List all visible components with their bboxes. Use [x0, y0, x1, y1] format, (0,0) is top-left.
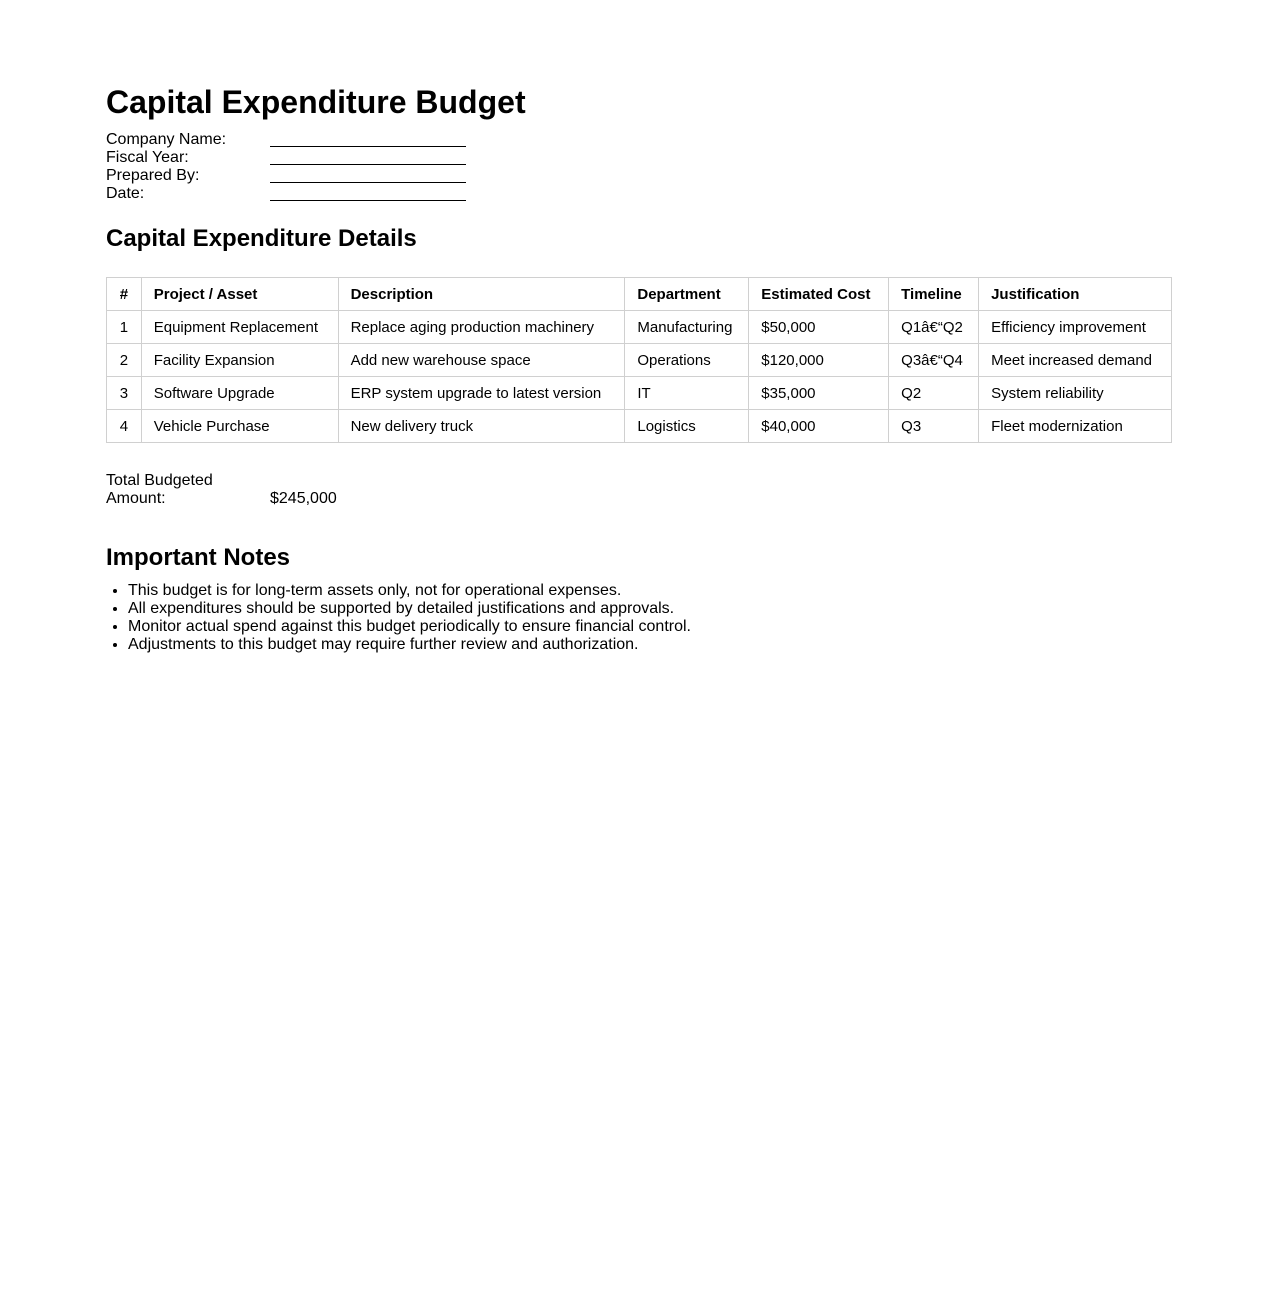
date-field[interactable] — [270, 185, 466, 201]
meta-row-date — [106, 185, 526, 203]
prepared-by-field[interactable] — [270, 167, 466, 183]
cell-estimated-cost: $120,000 — [749, 344, 889, 377]
header-description: Description — [338, 278, 625, 311]
cell-project: Equipment Replacement — [141, 311, 338, 344]
header-estimated-cost: Estimated Cost — [749, 278, 889, 311]
cell-justification: Fleet modernization — [979, 410, 1172, 443]
cell-justification: Efficiency improvement — [979, 311, 1172, 344]
cell-timeline: Q3 — [889, 410, 979, 443]
capex-table — [106, 277, 1172, 443]
company-name-field[interactable] — [270, 131, 466, 147]
cell-description: Add new warehouse space — [338, 344, 625, 377]
total-budget-label: Total Budgeted Amount: — [106, 472, 213, 507]
total-budget — [106, 472, 337, 508]
notes-list — [106, 582, 1028, 654]
cell-estimated-cost: $35,000 — [749, 377, 889, 410]
cell-department: Logistics — [625, 410, 749, 443]
total-budget-value: $245,000 — [270, 490, 337, 507]
cell-number: 3 — [107, 377, 142, 410]
cell-description: ERP system upgrade to latest version — [338, 377, 625, 410]
cell-number: 2 — [107, 344, 142, 377]
cell-estimated-cost: $40,000 — [749, 410, 889, 443]
cell-number: 4 — [107, 410, 142, 443]
table-row — [107, 344, 1172, 377]
header-project: Project / Asset — [141, 278, 338, 311]
cell-justification: Meet increased demand — [979, 344, 1172, 377]
cell-timeline: Q1â€“Q2 — [889, 311, 979, 344]
cell-timeline: Q2 — [889, 377, 979, 410]
meta-row-prepared-by — [106, 167, 526, 185]
date-label: Date: — [106, 185, 145, 202]
cell-description: Replace aging production machinery — [338, 311, 625, 344]
header-department: Department — [625, 278, 749, 311]
cell-project: Software Upgrade — [141, 377, 338, 410]
cell-project: Facility Expansion — [141, 344, 338, 377]
header-number: # — [107, 278, 142, 311]
details-section-title: Capital Expenditure Details — [106, 225, 417, 252]
meta-row-fiscal-year — [106, 149, 526, 167]
header-justification: Justification — [979, 278, 1172, 311]
page-title: Capital Expenditure Budget — [106, 84, 526, 120]
cell-timeline: Q3â€“Q4 — [889, 344, 979, 377]
cell-department: Manufacturing — [625, 311, 749, 344]
table-row — [107, 311, 1172, 344]
list-item: • Adjustments to this budget may require further review and authorization. — [128, 636, 1028, 654]
header-timeline: Timeline — [889, 278, 979, 311]
list-item: • This budget is for long-term assets only, not for operational expenses. — [128, 582, 1028, 600]
company-name-label: Company Name: — [106, 131, 227, 148]
fiscal-year-label: Fiscal Year: — [106, 149, 189, 166]
list-item: • Monitor actual spend against this budget periodically to ensure financial control. — [128, 618, 1028, 636]
cell-department: IT — [625, 377, 749, 410]
meta-row-company — [106, 131, 526, 149]
cell-description: New delivery truck — [338, 410, 625, 443]
meta-fields — [106, 131, 526, 203]
table-row — [107, 377, 1172, 410]
fiscal-year-field[interactable] — [270, 149, 466, 165]
table-row — [107, 410, 1172, 443]
notes-section-title: Important Notes — [106, 544, 291, 571]
cell-number: 1 — [107, 311, 142, 344]
table-header-row — [107, 278, 1172, 311]
prepared-by-label: Prepared By: — [106, 167, 200, 184]
cell-department: Operations — [625, 344, 749, 377]
cell-project: Vehicle Purchase — [141, 410, 338, 443]
cell-estimated-cost: $50,000 — [749, 311, 889, 344]
list-item: • All expenditures should be supported by detailed justifications and approvals. — [128, 600, 1028, 618]
cell-justification: System reliability — [979, 377, 1172, 410]
